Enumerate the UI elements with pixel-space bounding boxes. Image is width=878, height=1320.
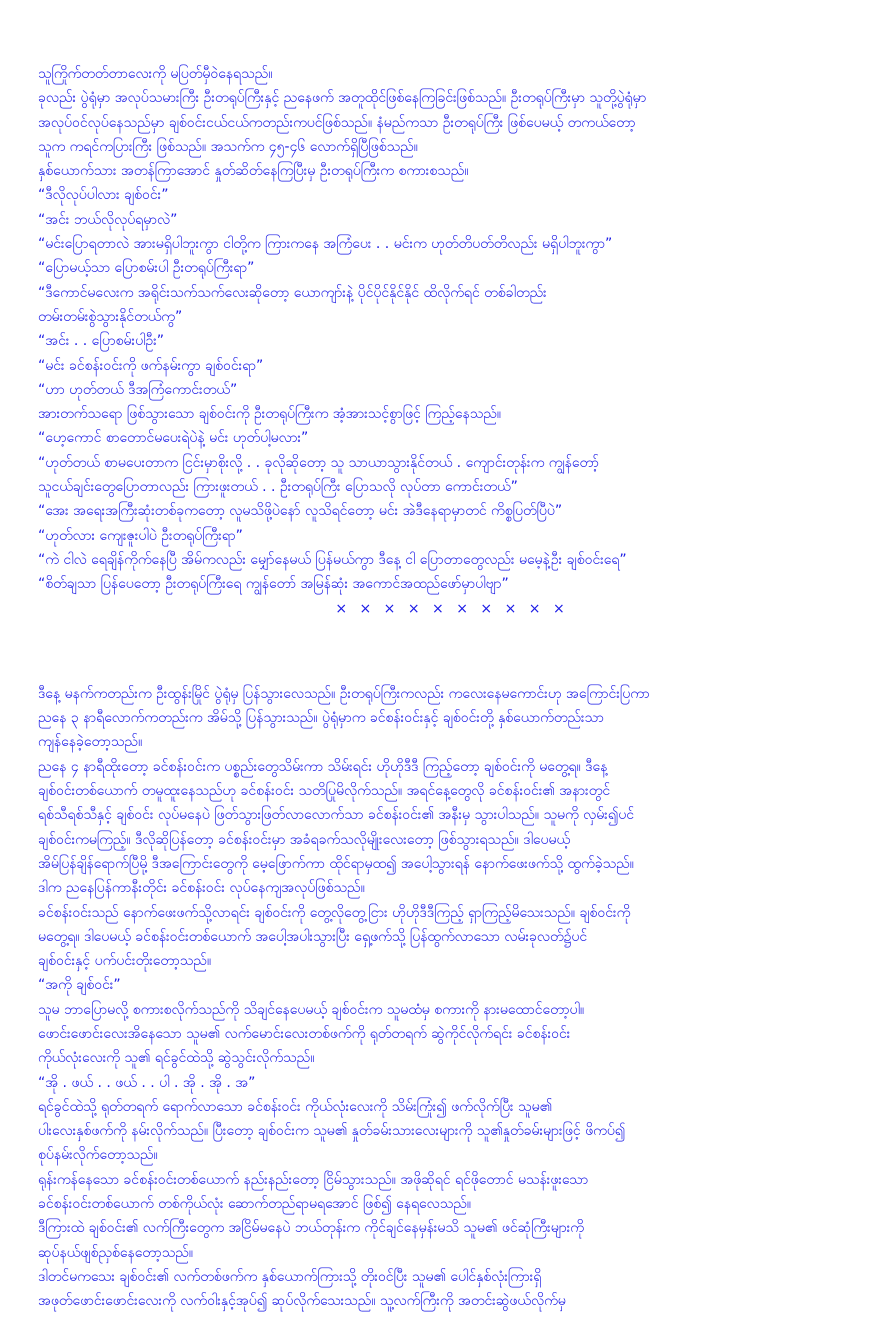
document-page (38, 62, 846, 1314)
text-line: ခုလည်း ပွဲရုံမှာ အလုပ်သမားကြီး ဦးတရုပ်ကြီးနှင့် ညနေဖက် အတူထိုင်ဖြစ်နေကြခြင်းဖြစ်သည်။ ဦးတရုပ်ကြီးမှာ သူတို့ပွဲရုံမှာ (38, 90, 647, 107)
text-line: ဒါတင်မကသေး ချစ်ဝင်း၏ လက်တစ်ဖက်က နှစ်ယောက်ကြားသို့ တိုးဝင်ပြီး သူမ၏ ပေါင်နှစ်လုံးကြားရှိ (38, 1268, 542, 1285)
text-line: “စိတ်ချသာ ပြန်ပေတော့ ဦးတရုပ်ကြီးရေ ကျွန်တော် အမြန်ဆုံး အကောင်အထည်ဖော်မှာပါဗျာ” (38, 576, 509, 593)
text-line: မတွေ့ရ။ ဒါပေမယ့် ခင်စန်းဝင်းတစ်ယောက် အပေါ့အပါးသွားပြီး ရှေ့ဖက်သို့ ပြန်ထွက်လာသော လမ်းခုလတ်၌ပင် (38, 928, 588, 945)
text-line: “မင်းပြောရတာလဲ အားမရှိပါဘူးကွာ ငါတို့က ကြားကနေ အကြံပေး . . မင်းက ဟုတ်တိပတ်တိလည်း မရှိပါဘူးကွာ” (38, 236, 613, 253)
text-line: ကိုယ်လုံးလေးကို သူ၏ ရင်ခွင်ထဲသို့ ဆွဲသွင်းလိုက်သည်။ (38, 1050, 315, 1067)
text-line: ချစ်ဝင်းကမကြည့်။ ဒီလိုဆိုပြန်တော့ ခင်စန်းဝင်းမှာ အခံရခက်သလိုမျိုးလေးတော့ ဖြစ်သွားရသည်။ ဒါပေမယ့် (38, 831, 571, 848)
text-line: ဒါက ညနေပြန်ကာနီးတိုင်း ခင်စန်းဝင်း လုပ်နေကျအလုပ်ဖြစ်သည်။ (38, 880, 365, 897)
text-line: ရစ်သီရစ်သီနှင့် ချစ်ဝင်း လုပ်မနေပဲ ဖြတ်သွားဖြတ်လာလောက်သာ ခင်စန်းဝင်း၏ အနီးမှ သွားပါသည်။ သူမကို လှမ်း၍ပင် (38, 807, 635, 824)
text-line: အားတက်သရော ဖြစ်သွားသော ချစ်ဝင်းကို ဦးတရုပ်ကြီးက အံ့အားသင့်စွာဖြင့် ကြည့်နေသည်။ (38, 406, 502, 423)
text-line: အဖုတ်ဖောင်းဖောင်းလေးကို လက်ဝါးနှင့်အုပ်၍ ဆုပ်လိုက်သေးသည်။ သူ့လက်ကြီးကို အတင်းဆွဲဖယ်လိုက်မှ (38, 1293, 566, 1310)
text-line: “ဟာ ဟုတ်တယ် ဒီအကြံကောင်းတယ်” (38, 381, 238, 398)
text-line: “အင်း ဘယ်လိုလုပ်ရမှာလဲ” (38, 211, 178, 228)
text-line: “အကို ချစ်ဝင်း” (38, 977, 121, 994)
text-line: စုပ်နမ်းလိုက်တော့သည်။ (38, 1147, 158, 1164)
section-separator: × × × × × × × × × × (335, 600, 569, 617)
text-line: ဒီကြားထဲ ချစ်ဝင်း၏ လက်ကြီးတွေက အငြိမ်မနေပဲ ဘယ်တုန်းက ကိုင်ချင်နေမှန်းမသိ သူမ၏ ဖင်ဆုံကြီးများကို (38, 1220, 584, 1237)
text-line: ဖောင်းဖောင်းလေးအိနေသော သူမ၏ လက်မောင်းလေးတစ်ဖက်ကို ရုတ်တရက် ဆွဲကိုင်လိုက်ရင်း ခင်စန်းဝင်း (38, 1025, 571, 1042)
text-line: အလုပ်ဝင်လုပ်နေသည်မှာ ချစ်ဝင်းငယ်ငယ်ကတည်းကပင်ဖြစ်သည်။ နံမည်ကသာ ဦးတရုပ်ကြီး ဖြစ်ပေမယ့် တကယ်တော့ (38, 114, 636, 131)
text-line: “ဒီလိုလုပ်ပါလား ချစ်ဝင်း” (38, 187, 169, 204)
text-line: ချစ်ဝင်းတစ်ယောက် တမူထူးနေသည်ဟု ခင်စန်းဝင်း သတိပြုမိလိုက်သည်။ အရင်နေ့တွေလို ခင်စန်းဝင်း၏ အနားတွင် (38, 783, 611, 800)
text-line: သူက ကရင်ကပြားကြီး ဖြစ်သည်။ အသက်က ၄၅-၄၆ လောက်ရှိပြီဖြစ်သည်။ (38, 138, 418, 155)
text-line: “အို . ဖယ် . . ဖယ် . . ပါ . အို . အို . အ” (38, 1074, 256, 1091)
section-one (38, 62, 846, 597)
text-line: ညနေ ၄ နာရီထိုးတော့ ခင်စန်းဝင်းက ပစ္စည်းတွေသိမ်းကာ သိမ်းရင်း ဟိုဟိုဒီဒီ ကြည့်တော့ ချစ်ဝင်းကို မတွေ့ရ။ ဒီနေ့ (38, 758, 608, 775)
text-line: ရုန်းကန်နေသော ခင်စန်းဝင်းတစ်ယောက် နည်းနည်းတော့ ငြိမ်သွားသည်။ အဖိုဆိုရင် ရင်ဖိုတောင် မသန်းဖူးသော (38, 1171, 589, 1188)
text-line: “မင်း ခင်စန်းဝင်းကို ဖက်နမ်းကွာ ချစ်ဝင်းရာ” (38, 357, 264, 374)
text-line: ချစ်ဝင်းနှင့် ပက်ပင်းတိုးတော့သည်။ (38, 953, 212, 970)
text-line: သူမ ဘာပြောမလို့ စကားစလိုက်သည်ကို သိချင်နေပေမယ့် ချစ်ဝင်းက သူမထံမှ စကားကို နားမထောင်တော့ပါ။ (38, 1001, 585, 1018)
text-line: ကျန်နေခဲ့တော့သည်။ (38, 734, 143, 751)
text-line: “ဒီကောင်မလေးက အရိုင်းသက်သက်လေးဆိုတော့ ယောကျာ်းနဲ့ ပိုင်ပိုင်နိုင်နိုင် ထိလိုက်ရင် တစ်ခါတည်း (38, 284, 547, 301)
text-line: ဒီနေ့ မနက်ကတည်းက ဦးထွန်းမြိုင် ပွဲရုံမှ ပြန်သွားလေသည်။ ဦးတရုပ်ကြီးကလည်း ကလေးနေမကောင်းဟု အကြောင်းပြကာ (38, 685, 650, 702)
text-line: “ဟုတ်လား ကျေးဇူးပါပဲ ဦးတရုပ်ကြီးရာ” (38, 527, 243, 544)
text-line: ခင်စန်းဝင်းသည် နောက်ဖေးဖက်သို့လာရင်း ချစ်ဝင်းကို တွေ့လိုတွေ့ငြား ဟိုဟိုဒီဒီကြည့် ရှာကြည့်မိသေးသည်။ ချစ်ဝင်းကို (38, 904, 631, 921)
text-line: “ပြောမယ့်သာ ပြောစမ်းပါ ဦးတရုပ်ကြီးရာ” (38, 260, 255, 277)
text-line: တမ်းတမ်းစွဲသွားနိုင်တယ်ကွ” (38, 308, 183, 325)
text-line: သူငယ်ချင်းတွေပြောတာလည်း ကြားဖူးတယ် . . ဦးတရုပ်ကြီး ပြောသလို လုပ်တာ ကောင်းတယ်” (38, 479, 518, 496)
text-line: ရင်ခွင်ထဲသို့ ရုတ်တရက် ရောက်လာသော ခင်စန်းဝင်း ကိုယ်လုံးလေးကို သိမ်းကြုံး၍ ဖက်လိုက်ပြီး သူမ၏ (38, 1098, 553, 1115)
text-line: ညနေ ၃ နာရီလောက်ကတည်းက အိမ်သို့ ပြန်သွားသည်။ ပွဲရုံမှာက ခင်စန်းဝင်းနှင့် ချစ်ဝင်းတို့ နှစ်ယောက်တည်းသာ (38, 710, 604, 727)
text-line: “ကဲ ငါလဲ ရေချိန်ကိုက်နေပြီ အိမ်ကလည်း မျှော်နေမယ် ပြန်မယ်ကွာ ဒီနေ့ ငါ ပြောတာတွေလည်း မမေ့နဲ့ဦး ချစ်ဝင်းရေ” (38, 551, 627, 568)
text-line: “ဟေ့ကောင် စာတောင်မပေးရဲပဲနဲ့ မင်း ဟုတ်ပါ့မလား” (38, 430, 309, 447)
text-line: အိမ်ပြန်ချိန်ရောက်ပြီမို့ ဒီအကြောင်းတွေကို မေ့ဖြောက်ကာ ထိုင်ရာမှထ၍ အပေါ့သွားရန် နောက်ဖေးဖက်သို့ ထွက်ခဲ့သည်။ (38, 855, 634, 872)
text-line: “အေး အရေးအကြီးဆုံးတစ်ခုကတော့ လူမသိဖို့ပဲနော် လူသိရင်တော့ မင်း အဲဒီနေရာမှာတင် ကိစ္စပြတ်ပြီပဲ” (38, 503, 563, 520)
section-gap (38, 621, 846, 682)
text-line: ဆုပ်နယ်ဖျစ်ညှစ်နေတော့သည်။ (38, 1244, 193, 1261)
text-line: ပါးလေးနှစ်ဖက်ကို နမ်းလိုက်သည်။ ပြီးတော့ ချစ်ဝင်းက သူမ၏ နှုတ်ခမ်းသားလေးများကို သူ၏နှုတ်ခမ်းများဖြင့် ဖိကပ်၍ (38, 1123, 626, 1140)
text-line: “ဟုတ်တယ် စာမပေးတာက ငြင်းမှာစိုးလို့ . . ခုလိုဆိုတော့ သူ သာယာသွားနိုင်တယ် . ကျောင်းတုန်းက ကျွန်တော့် (38, 454, 599, 471)
text-line: “အင်း . . ပြောစမ်းပါဦး” (38, 333, 165, 350)
text-line: နှစ်ယောက်သား အတန်ကြာအောင် နှုတ်ဆိတ်နေကြပြီးမှ ဦးတရုပ်ကြီးက စကားစသည်။ (38, 163, 469, 180)
text-line: ခင်စန်းဝင်းတစ်ယောက် တစ်ကိုယ်လုံး ဆောက်တည်ရာမရအောင် ဖြစ်၍ နေရလေသည်။ (38, 1196, 472, 1213)
section-two (38, 682, 846, 1314)
text-line: သူကြိုက်တတ်တာလေးကို မပြတ်မှီဝဲနေရသည်။ (38, 66, 273, 82)
